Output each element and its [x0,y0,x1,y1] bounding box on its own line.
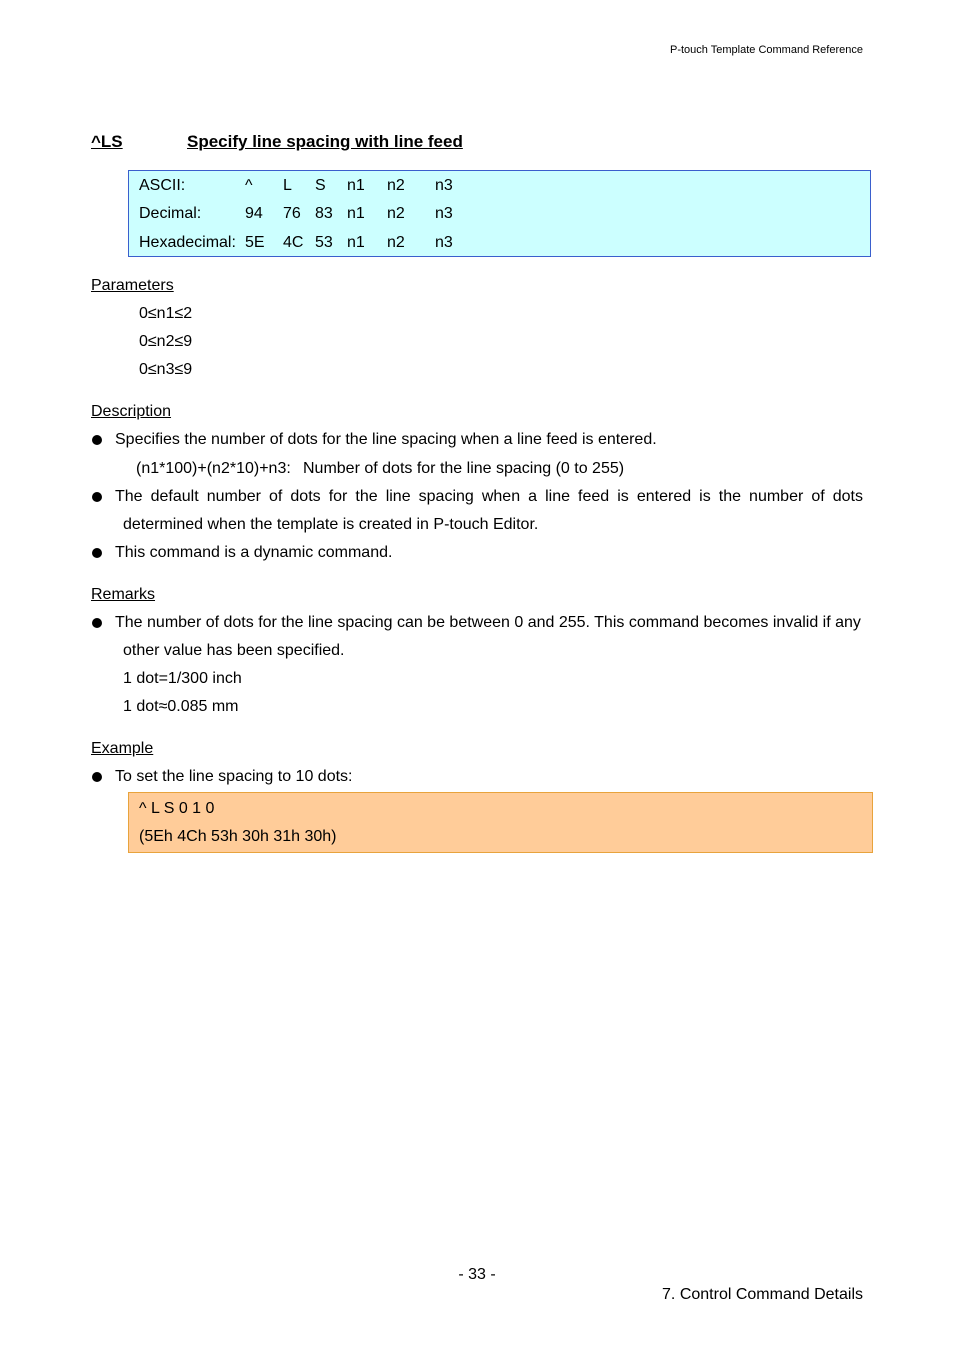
bullet-icon [92,548,102,558]
example-code-line: ^ L S 0 1 0 [139,800,215,817]
bullet-icon [92,435,102,445]
bullet-icon [92,772,102,782]
row-label: ASCII: [139,177,186,194]
row-label: Decimal: [139,205,202,222]
remarks-heading: Remarks [91,586,156,603]
footer-section-title: 7. Control Command Details [662,1286,863,1303]
description-bullet-text: This command is a dynamic command. [115,544,393,561]
table-cell: 94 [245,205,263,222]
bullet-icon [92,492,102,502]
table-cell: S [315,177,326,194]
table-cell: ^ [245,177,253,194]
remarks-bullet-continuation: other value has been specified. [123,642,345,659]
code-table-row-hexadecimal [129,234,870,262]
code-table-row-ascii [129,177,870,205]
table-cell: n1 [347,205,365,222]
description-bullet-text: Specifies the number of dots for the line spacing when a line feed is entered. [115,431,657,448]
formula-expression: (n1*100)+(n2*10)+n3: [136,460,291,477]
description-bullet-text: The default number of dots for the line spacing when a line feed is entered is the number of dots [115,488,863,505]
table-cell: 53 [315,234,333,251]
remarks-note: 1 dot≈0.085 mm [123,698,239,715]
description-heading: Description [91,403,172,420]
command-title: Specify line spacing with line feed [187,132,463,151]
command-code: ^LS [91,132,123,151]
command-code-table [128,170,871,257]
remarks-note: 1 dot=1/300 inch [123,670,242,687]
parameter-item: 0≤n2≤9 [139,333,193,350]
table-cell: n3 [435,177,453,194]
parameter-item: 0≤n1≤2 [139,305,193,322]
table-cell: n2 [387,177,405,194]
formula-description: Number of dots for the line spacing (0 to 255) [303,460,625,477]
table-cell: n1 [347,234,365,251]
parameter-item: 0≤n3≤9 [139,361,193,378]
table-cell: 4C [283,234,304,251]
row-label: Hexadecimal: [139,234,236,251]
table-cell: n3 [435,234,453,251]
table-cell: 83 [315,205,333,222]
example-code-line: (5Eh 4Ch 53h 30h 31h 30h) [139,828,337,845]
table-cell: n3 [435,205,453,222]
table-cell: L [283,177,292,194]
table-cell: 76 [283,205,301,222]
table-cell: 5E [245,234,265,251]
example-bullet-text: To set the line spacing to 10 dots: [115,768,353,785]
example-heading: Example [91,740,154,757]
table-cell: n1 [347,177,365,194]
page-header: P-touch Template Command Reference [669,44,863,56]
example-code-box [128,792,873,853]
parameters-heading: Parameters [91,277,174,294]
description-bullet-continuation: determined when the template is created in P-touch Editor. [123,516,539,533]
page-number: - 33 - [458,1266,496,1283]
table-cell: n2 [387,205,405,222]
remarks-bullet-text: The number of dots for the line spacing can be between 0 and 255. This command becomes invalid if any [115,614,861,631]
code-table-row-decimal [129,205,870,233]
bullet-icon [92,618,102,628]
table-cell: n2 [387,234,405,251]
